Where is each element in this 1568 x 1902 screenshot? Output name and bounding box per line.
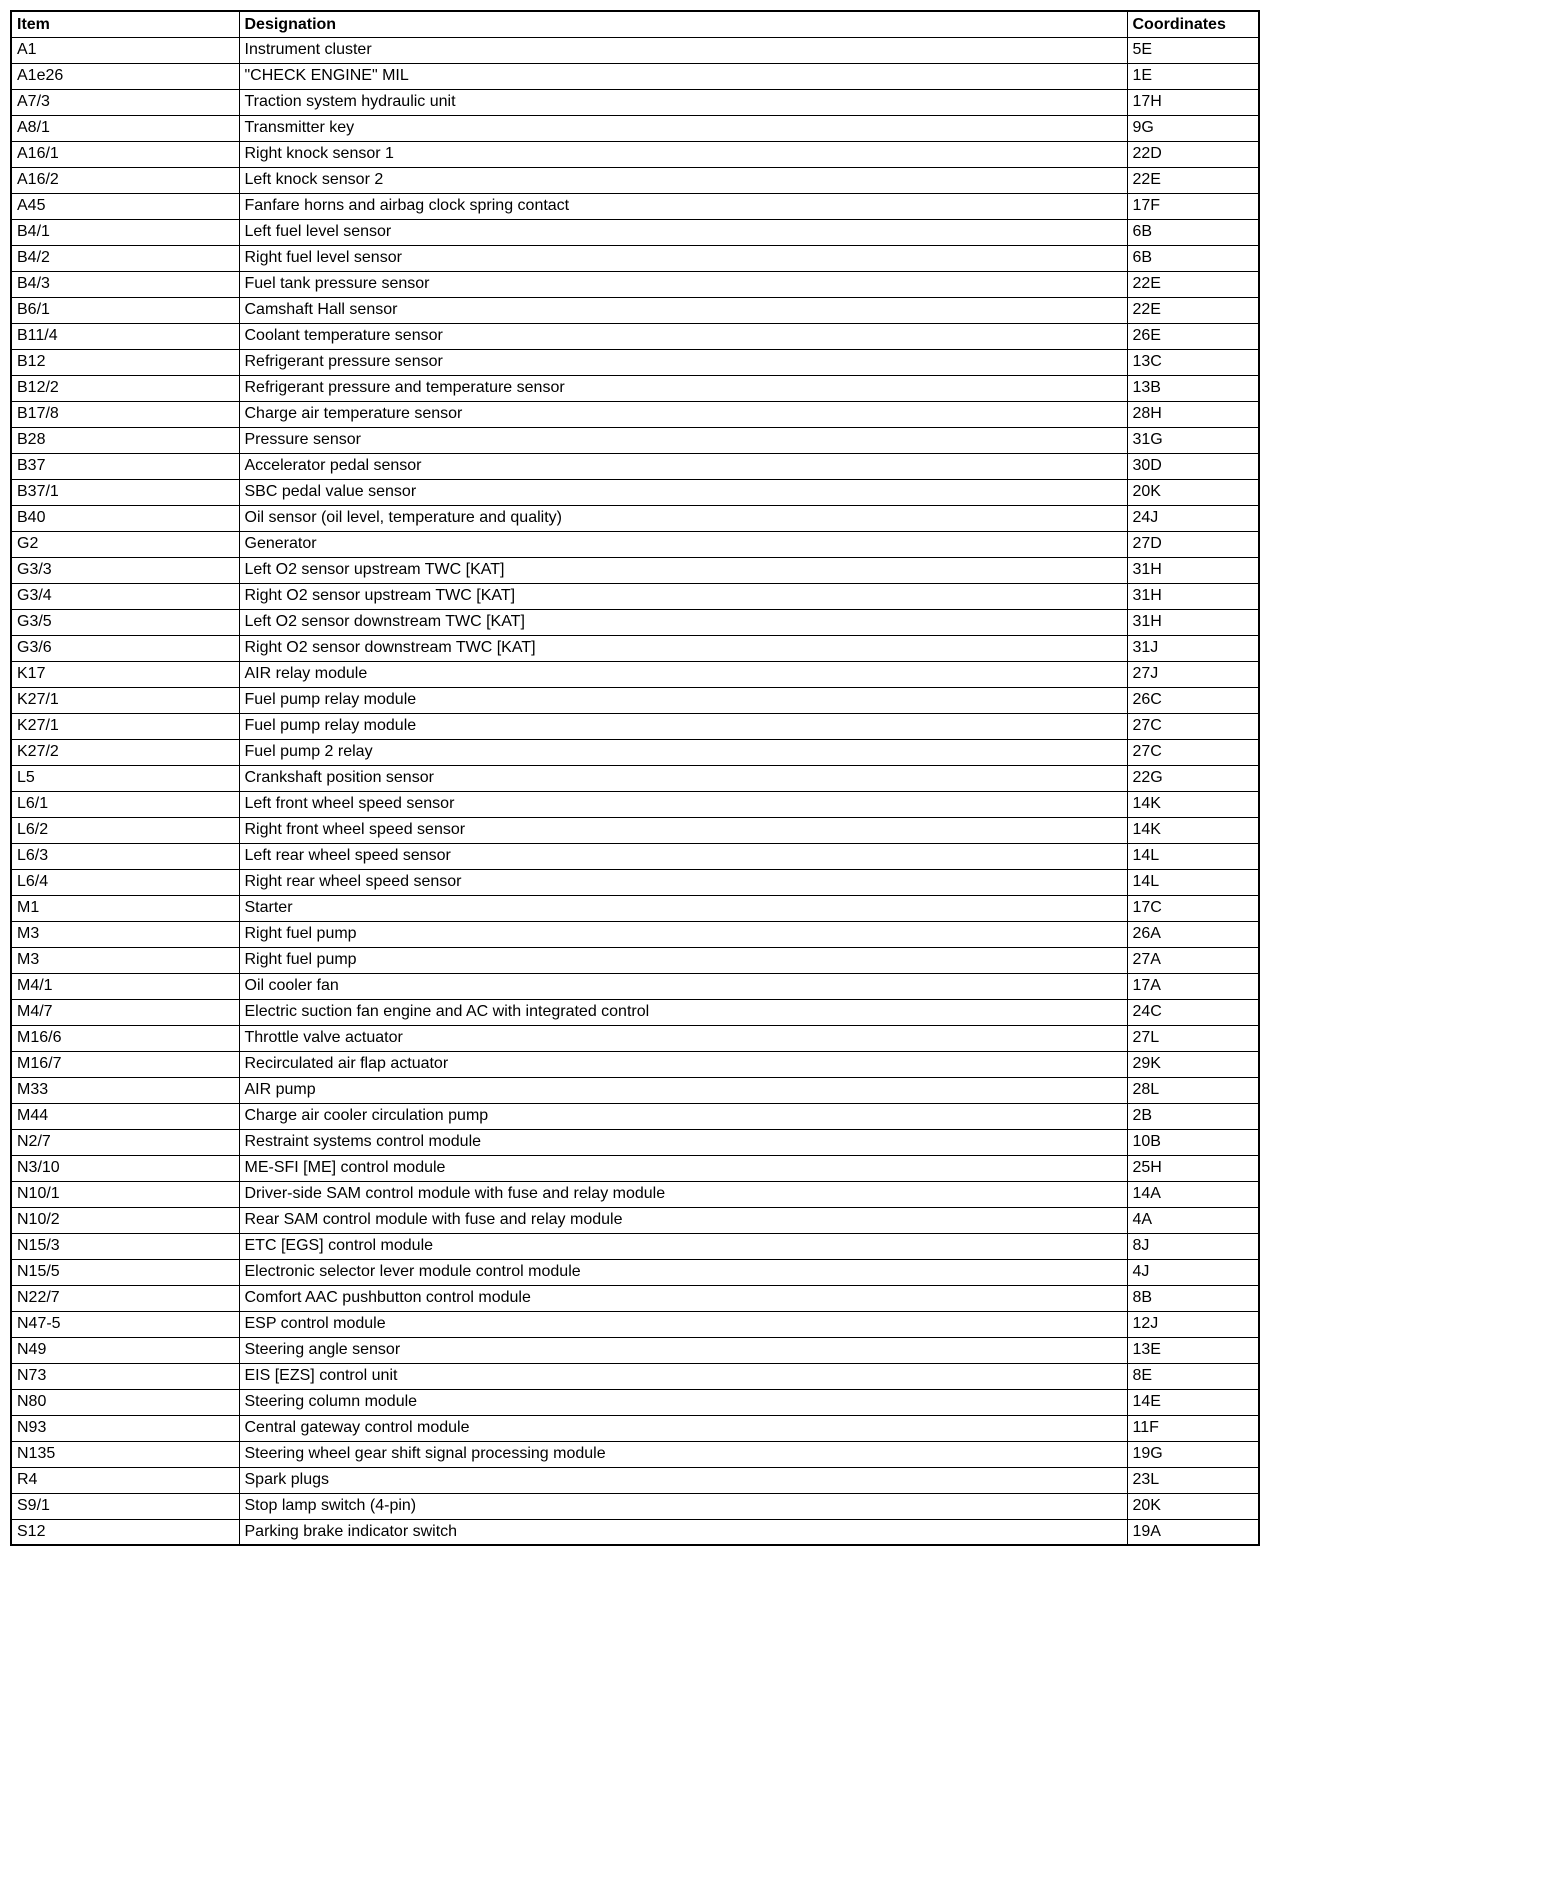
item-cell: G3/3 — [11, 557, 239, 583]
item-cell: B4/2 — [11, 245, 239, 271]
item-cell: G2 — [11, 531, 239, 557]
coordinates-cell: 14E — [1127, 1389, 1259, 1415]
designation-cell: Charge air cooler circulation pump — [239, 1103, 1127, 1129]
item-cell: L6/1 — [11, 791, 239, 817]
coordinates-cell: 27A — [1127, 947, 1259, 973]
coordinates-cell: 17C — [1127, 895, 1259, 921]
coordinates-cell: 23L — [1127, 1467, 1259, 1493]
item-cell: N73 — [11, 1363, 239, 1389]
coordinates-cell: 22E — [1127, 297, 1259, 323]
table-row — [11, 1103, 1259, 1129]
coordinates-cell: 14A — [1127, 1181, 1259, 1207]
coordinates-cell: 9G — [1127, 115, 1259, 141]
table-row — [11, 245, 1259, 271]
designation-cell: Left rear wheel speed sensor — [239, 843, 1127, 869]
designation-cell: Refrigerant pressure sensor — [239, 349, 1127, 375]
designation-cell: Left knock sensor 2 — [239, 167, 1127, 193]
coordinates-cell: 5E — [1127, 37, 1259, 63]
designation-cell: Charge air temperature sensor — [239, 401, 1127, 427]
item-cell: N3/10 — [11, 1155, 239, 1181]
table-row — [11, 1415, 1259, 1441]
item-cell: M3 — [11, 921, 239, 947]
designation-cell: Left O2 sensor upstream TWC [KAT] — [239, 557, 1127, 583]
table-row — [11, 765, 1259, 791]
designation-cell: Camshaft Hall sensor — [239, 297, 1127, 323]
item-cell: M33 — [11, 1077, 239, 1103]
table-row — [11, 1441, 1259, 1467]
table-row — [11, 1233, 1259, 1259]
table-row — [11, 1051, 1259, 1077]
designation-cell: Accelerator pedal sensor — [239, 453, 1127, 479]
table-row — [11, 1025, 1259, 1051]
coordinates-cell: 27L — [1127, 1025, 1259, 1051]
designation-cell: Left front wheel speed sensor — [239, 791, 1127, 817]
item-cell: B4/3 — [11, 271, 239, 297]
coordinates-cell: 19G — [1127, 1441, 1259, 1467]
designation-cell: Instrument cluster — [239, 37, 1127, 63]
coordinates-cell: 24J — [1127, 505, 1259, 531]
designation-cell: Fanfare horns and airbag clock spring contact — [239, 193, 1127, 219]
table-row — [11, 817, 1259, 843]
table-row — [11, 1207, 1259, 1233]
coordinates-cell: 29K — [1127, 1051, 1259, 1077]
coordinates-cell: 10B — [1127, 1129, 1259, 1155]
table-row — [11, 479, 1259, 505]
coordinates-cell: 20K — [1127, 1493, 1259, 1519]
designation-cell: Rear SAM control module with fuse and relay module — [239, 1207, 1127, 1233]
designation-cell: Coolant temperature sensor — [239, 323, 1127, 349]
designation-cell: ETC [EGS] control module — [239, 1233, 1127, 1259]
designation-cell: Refrigerant pressure and temperature sensor — [239, 375, 1127, 401]
table-row — [11, 999, 1259, 1025]
coordinates-cell: 30D — [1127, 453, 1259, 479]
coordinates-cell: 17F — [1127, 193, 1259, 219]
designation-cell: Fuel tank pressure sensor — [239, 271, 1127, 297]
designation-cell: Left O2 sensor downstream TWC [KAT] — [239, 609, 1127, 635]
designation-cell: Driver-side SAM control module with fuse and relay module — [239, 1181, 1127, 1207]
designation-cell: Right fuel level sensor — [239, 245, 1127, 271]
designation-cell: Steering column module — [239, 1389, 1127, 1415]
coordinates-cell: 24C — [1127, 999, 1259, 1025]
item-cell: B4/1 — [11, 219, 239, 245]
designation-cell: Traction system hydraulic unit — [239, 89, 1127, 115]
item-cell: B6/1 — [11, 297, 239, 323]
coordinates-cell: 20K — [1127, 479, 1259, 505]
item-cell: M1 — [11, 895, 239, 921]
table-row — [11, 219, 1259, 245]
item-cell: L6/3 — [11, 843, 239, 869]
coordinates-cell: 27D — [1127, 531, 1259, 557]
component-location-table — [10, 10, 1260, 1546]
table-row — [11, 635, 1259, 661]
table-row — [11, 1311, 1259, 1337]
table-row — [11, 609, 1259, 635]
item-cell: B40 — [11, 505, 239, 531]
coordinates-cell: 14L — [1127, 843, 1259, 869]
item-cell: N80 — [11, 1389, 239, 1415]
coordinates-cell: 26A — [1127, 921, 1259, 947]
designation-cell: ME-SFI [ME] control module — [239, 1155, 1127, 1181]
designation-cell: Throttle valve actuator — [239, 1025, 1127, 1051]
coordinates-cell: 22E — [1127, 271, 1259, 297]
item-cell: S9/1 — [11, 1493, 239, 1519]
table-row — [11, 141, 1259, 167]
item-cell: N15/5 — [11, 1259, 239, 1285]
item-cell: G3/5 — [11, 609, 239, 635]
table-row — [11, 1467, 1259, 1493]
item-cell: R4 — [11, 1467, 239, 1493]
table-row — [11, 895, 1259, 921]
designation-cell: SBC pedal value sensor — [239, 479, 1127, 505]
designation-cell: Oil cooler fan — [239, 973, 1127, 999]
coordinates-cell: 27J — [1127, 661, 1259, 687]
coordinates-cell: 8B — [1127, 1285, 1259, 1311]
coordinates-cell: 19A — [1127, 1519, 1259, 1545]
coordinates-cell: 6B — [1127, 219, 1259, 245]
item-cell: N10/1 — [11, 1181, 239, 1207]
coordinates-cell: 28H — [1127, 401, 1259, 427]
item-cell: N135 — [11, 1441, 239, 1467]
designation-cell: AIR relay module — [239, 661, 1127, 687]
coordinates-cell: 17H — [1127, 89, 1259, 115]
table-row — [11, 63, 1259, 89]
table-row — [11, 557, 1259, 583]
coordinates-cell: 31H — [1127, 557, 1259, 583]
designation-cell: Right O2 sensor downstream TWC [KAT] — [239, 635, 1127, 661]
table-row — [11, 843, 1259, 869]
designation-cell: Fuel pump relay module — [239, 713, 1127, 739]
item-cell: G3/6 — [11, 635, 239, 661]
designation-cell: AIR pump — [239, 1077, 1127, 1103]
coordinates-cell: 13E — [1127, 1337, 1259, 1363]
item-cell: B17/8 — [11, 401, 239, 427]
item-cell: N93 — [11, 1415, 239, 1441]
designation-cell: Transmitter key — [239, 115, 1127, 141]
coordinates-cell: 26E — [1127, 323, 1259, 349]
item-cell: B12/2 — [11, 375, 239, 401]
coordinates-cell: 13C — [1127, 349, 1259, 375]
coordinates-cell: 8J — [1127, 1233, 1259, 1259]
designation-cell: Stop lamp switch (4-pin) — [239, 1493, 1127, 1519]
component-table-body — [11, 37, 1259, 1545]
table-row — [11, 973, 1259, 999]
coordinates-cell: 12J — [1127, 1311, 1259, 1337]
coordinates-cell: 4A — [1127, 1207, 1259, 1233]
item-cell: L5 — [11, 765, 239, 791]
item-cell: G3/4 — [11, 583, 239, 609]
table-row — [11, 37, 1259, 63]
item-cell: A7/3 — [11, 89, 239, 115]
table-row — [11, 947, 1259, 973]
coordinates-cell: 28L — [1127, 1077, 1259, 1103]
table-row — [11, 115, 1259, 141]
coordinates-cell: 22E — [1127, 167, 1259, 193]
item-cell: B12 — [11, 349, 239, 375]
item-cell: M16/6 — [11, 1025, 239, 1051]
designation-cell: Central gateway control module — [239, 1415, 1127, 1441]
table-row — [11, 1363, 1259, 1389]
table-row — [11, 1337, 1259, 1363]
item-cell: K27/2 — [11, 739, 239, 765]
table-row — [11, 401, 1259, 427]
coordinates-cell: 4J — [1127, 1259, 1259, 1285]
item-cell: A45 — [11, 193, 239, 219]
designation-cell: Recirculated air flap actuator — [239, 1051, 1127, 1077]
item-cell: M3 — [11, 947, 239, 973]
table-row — [11, 531, 1259, 557]
designation-cell: "CHECK ENGINE" MIL — [239, 63, 1127, 89]
designation-cell: Left fuel level sensor — [239, 219, 1127, 245]
designation-cell: Crankshaft position sensor — [239, 765, 1127, 791]
coordinates-cell: 22D — [1127, 141, 1259, 167]
item-cell: K27/1 — [11, 713, 239, 739]
table-row — [11, 349, 1259, 375]
table-row — [11, 1259, 1259, 1285]
table-row — [11, 687, 1259, 713]
table-row — [11, 453, 1259, 479]
table-row — [11, 583, 1259, 609]
designation-cell: Restraint systems control module — [239, 1129, 1127, 1155]
designation-cell: Fuel pump 2 relay — [239, 739, 1127, 765]
coordinates-cell: 6B — [1127, 245, 1259, 271]
coordinates-cell: 31J — [1127, 635, 1259, 661]
item-cell: N47-5 — [11, 1311, 239, 1337]
coordinates-cell: 17A — [1127, 973, 1259, 999]
item-cell: N10/2 — [11, 1207, 239, 1233]
coordinates-cell: 27C — [1127, 713, 1259, 739]
table-row — [11, 713, 1259, 739]
designation-cell: Starter — [239, 895, 1127, 921]
coordinates-cell: 14K — [1127, 791, 1259, 817]
designation-cell: Right front wheel speed sensor — [239, 817, 1127, 843]
designation-cell: Comfort AAC pushbutton control module — [239, 1285, 1127, 1311]
item-cell: L6/4 — [11, 869, 239, 895]
item-cell: M4/7 — [11, 999, 239, 1025]
item-cell: A1 — [11, 37, 239, 63]
designation-cell: Parking brake indicator switch — [239, 1519, 1127, 1545]
designation-cell: Electric suction fan engine and AC with integrated control — [239, 999, 1127, 1025]
item-cell: K17 — [11, 661, 239, 687]
coordinates-cell: 2B — [1127, 1103, 1259, 1129]
designation-cell: ESP control module — [239, 1311, 1127, 1337]
table-row — [11, 921, 1259, 947]
designation-cell: Generator — [239, 531, 1127, 557]
table-row — [11, 1389, 1259, 1415]
designation-cell: Right rear wheel speed sensor — [239, 869, 1127, 895]
table-row — [11, 869, 1259, 895]
document-page — [10, 10, 1260, 1546]
designation-cell: Oil sensor (oil level, temperature and quality) — [239, 505, 1127, 531]
coordinates-cell: 14L — [1127, 869, 1259, 895]
table-row — [11, 297, 1259, 323]
column-header-designation: Designation — [239, 11, 1127, 37]
table-row — [11, 1129, 1259, 1155]
coordinates-cell: 25H — [1127, 1155, 1259, 1181]
table-row — [11, 375, 1259, 401]
designation-cell: Electronic selector lever module control module — [239, 1259, 1127, 1285]
coordinates-cell: 22G — [1127, 765, 1259, 791]
item-cell: A8/1 — [11, 115, 239, 141]
item-cell: S12 — [11, 1519, 239, 1545]
table-row — [11, 1285, 1259, 1311]
coordinates-cell: 31G — [1127, 427, 1259, 453]
table-row — [11, 323, 1259, 349]
table-row — [11, 167, 1259, 193]
designation-cell: Right knock sensor 1 — [239, 141, 1127, 167]
table-row — [11, 89, 1259, 115]
item-cell: N2/7 — [11, 1129, 239, 1155]
item-cell: A16/1 — [11, 141, 239, 167]
item-cell: N49 — [11, 1337, 239, 1363]
table-row — [11, 791, 1259, 817]
coordinates-cell: 11F — [1127, 1415, 1259, 1441]
table-header-row — [11, 11, 1259, 37]
table-row — [11, 1077, 1259, 1103]
item-cell: M4/1 — [11, 973, 239, 999]
designation-cell: Pressure sensor — [239, 427, 1127, 453]
coordinates-cell: 27C — [1127, 739, 1259, 765]
item-cell: M16/7 — [11, 1051, 239, 1077]
coordinates-cell: 26C — [1127, 687, 1259, 713]
table-row — [11, 427, 1259, 453]
column-header-item: Item — [11, 11, 239, 37]
item-cell: N22/7 — [11, 1285, 239, 1311]
column-header-coordinates: Coordinates — [1127, 11, 1259, 37]
item-cell: K27/1 — [11, 687, 239, 713]
designation-cell: Right O2 sensor upstream TWC [KAT] — [239, 583, 1127, 609]
designation-cell: EIS [EZS] control unit — [239, 1363, 1127, 1389]
table-row — [11, 271, 1259, 297]
coordinates-cell: 1E — [1127, 63, 1259, 89]
coordinates-cell: 13B — [1127, 375, 1259, 401]
designation-cell: Right fuel pump — [239, 947, 1127, 973]
coordinates-cell: 8E — [1127, 1363, 1259, 1389]
table-row — [11, 661, 1259, 687]
item-cell: B37/1 — [11, 479, 239, 505]
item-cell: B11/4 — [11, 323, 239, 349]
designation-cell: Right fuel pump — [239, 921, 1127, 947]
designation-cell: Steering wheel gear shift signal processing module — [239, 1441, 1127, 1467]
designation-cell: Spark plugs — [239, 1467, 1127, 1493]
item-cell: A1e26 — [11, 63, 239, 89]
coordinates-cell: 31H — [1127, 583, 1259, 609]
designation-cell: Steering angle sensor — [239, 1337, 1127, 1363]
item-cell: B28 — [11, 427, 239, 453]
designation-cell: Fuel pump relay module — [239, 687, 1127, 713]
table-row — [11, 1493, 1259, 1519]
item-cell: M44 — [11, 1103, 239, 1129]
coordinates-cell: 14K — [1127, 817, 1259, 843]
item-cell: A16/2 — [11, 167, 239, 193]
table-row — [11, 1519, 1259, 1545]
item-cell: N15/3 — [11, 1233, 239, 1259]
table-row — [11, 505, 1259, 531]
item-cell: B37 — [11, 453, 239, 479]
table-row — [11, 739, 1259, 765]
table-row — [11, 1155, 1259, 1181]
item-cell: L6/2 — [11, 817, 239, 843]
table-row — [11, 1181, 1259, 1207]
table-row — [11, 193, 1259, 219]
coordinates-cell: 31H — [1127, 609, 1259, 635]
